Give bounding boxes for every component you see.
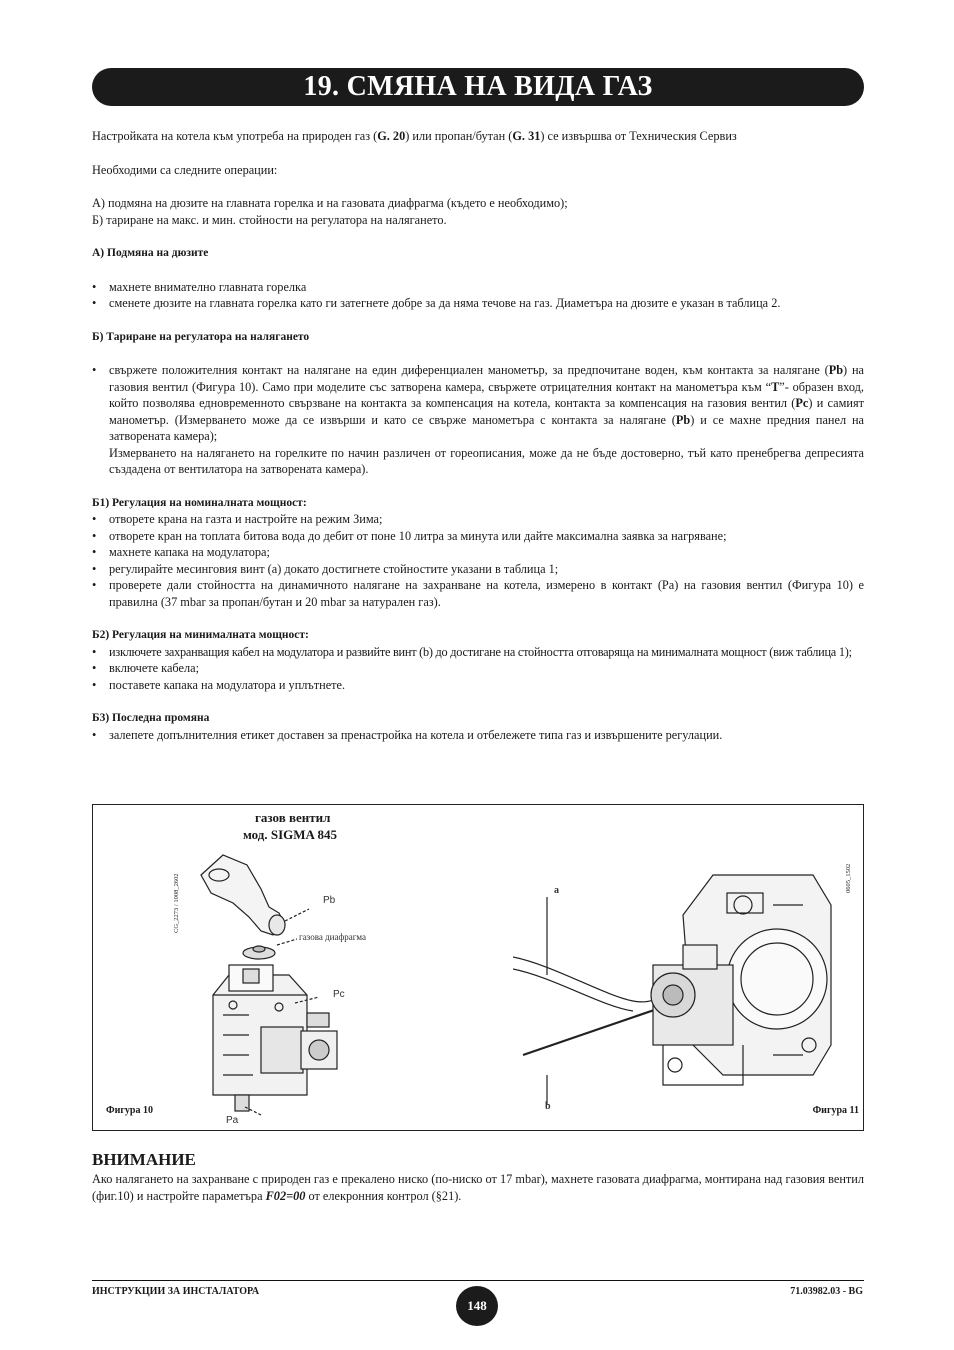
pc-label: Pc <box>795 396 809 410</box>
list-item: • проверете дали стойността на динамичното налягане на захранване на котела, измерено в контакт (Pa) на газовия вентил (Фигура 10) е правилна (37 mbar за пропан/бутан и 20 mbar за натурален газ). <box>92 577 864 610</box>
warning-text-1: Ако налягането на захранване с природен газ е прекалено ниско (по-ниско от 17 mbar), махнете газовата диафрагма, монтирана над газовия вентил (фиг.10) и настройте параметъра <box>92 1172 864 1203</box>
warning-text-2: от елекронния контрол (§21). <box>305 1189 462 1203</box>
label-pb: Pb <box>323 895 336 906</box>
gas-valve-drawing <box>189 845 469 1125</box>
list-item: • поставете капака на модулатора и уплътнете. <box>92 677 864 694</box>
op-a: А) подмяна на дюзите на главната горелка и на газовата диафрагма (където е необходимо); <box>92 196 568 210</box>
b-text-1: свържете положителния контакт на налягане на един диференциален манометър, за предпочитане воден, към контакта за налягане ( <box>109 363 829 377</box>
list-item: • регулирайте месинговия винт (а) докато достигнете стойностите указани в таблица 1; <box>92 561 864 578</box>
b-text-4: ) и самият манометър. (Измерването може да се извърши и като се свърже манометъра с контакта за налягане ( <box>109 396 864 427</box>
page-title: 19. СМЯНА НА ВИДА ГАЗ <box>303 71 653 102</box>
figure-10-caption: Фигура 10 <box>106 1105 153 1116</box>
g31-code: G. 31 <box>512 129 541 143</box>
pb-label-2: Pb <box>675 412 691 427</box>
t-label: T <box>771 379 780 394</box>
section-b3-list <box>92 727 864 744</box>
pb-label: Pb <box>828 363 844 377</box>
figure-11-code: 0605_1502 <box>845 863 852 893</box>
b-text-5: ) и се махне предния панел на затворената камера); <box>109 412 864 443</box>
warning-title: ВНИМАНИЕ <box>92 1150 196 1169</box>
main-content <box>92 128 864 743</box>
intro-text-1: Настройката на котела към употреба на природен газ ( <box>92 129 378 143</box>
figure-box <box>92 804 864 1131</box>
section-b1-list <box>92 511 864 610</box>
list-item: • отворете крана на газта и настройте на режим Зима; <box>92 511 864 528</box>
ops-intro: Необходими са следните операции: <box>92 162 278 177</box>
list-item <box>92 362 864 445</box>
title-bar <box>92 68 864 106</box>
section-a-heading: А) Подмяна на дюзите <box>92 247 209 259</box>
label-gas-diaphragm: газова диафрагма <box>299 932 366 942</box>
section-b-list <box>92 362 864 445</box>
footer-divider <box>92 1280 864 1281</box>
figure-title <box>243 809 337 843</box>
op-b: Б) тариране на макс. и мин. стойности на регулатора на налягането. <box>92 212 447 227</box>
list-item: • махнете внимателно главната горелка <box>92 279 864 296</box>
b-text-2: ) на газовия вентил (Фигура 10). Само при моделите със затворена камера, свържете отрицателния контакт на манометъра към “ <box>109 363 864 394</box>
section-a-list <box>92 279 864 312</box>
section-b-note: Измерването на налягането на горелките по начин различен от гореописания, може да не бъде достоверно, тъй като пренебрегва депресията създадена от вентилатора на затворената камера). <box>109 445 864 476</box>
footer-left: ИНСТРУКЦИИ ЗА ИНСТАЛАТОРА <box>92 1286 260 1297</box>
label-b: b <box>545 1101 551 1112</box>
figure-title-line-2: мод. SIGMA 845 <box>243 827 337 842</box>
list-item: • махнете капака на модулатора; <box>92 544 864 561</box>
list-item: • залепете допълнителния етикет доставен за пренастройка на котела и отбележете типа газ и извършените регулации. <box>92 727 864 744</box>
figure-11-caption: Фигура 11 <box>812 1105 859 1116</box>
label-a: a <box>554 885 559 896</box>
list-item: • изключете захранващия кабел на модулатора и развийте винт (b) до достигане на стойността отговаряща на минималната мощност (виж таблица 1); <box>92 644 864 661</box>
list-item: • отворете кран на топлата битова вода до дебит от поне 10 литра за минута или дайте максимална заявка за нагряване; <box>92 528 864 545</box>
figure-title-line-1: газов вентил <box>255 810 331 825</box>
footer-right: 71.03982.03 - BG <box>790 1286 863 1297</box>
section-b-heading: Б) Тариране на регулатора на налягането <box>92 330 310 343</box>
g20-code: G. 20 <box>377 129 406 143</box>
label-pa: Pa <box>226 1115 239 1126</box>
section-b1-heading: Б1) Регулация на номиналната мощност: <box>92 496 307 509</box>
section-b2-heading: Б2) Регулация на минималната мощност: <box>92 629 309 641</box>
list-item: • сменете дюзите на главната горелка като ги затегнете добре за да няма течове на газ. Диаметъра на дюзите е указан в таблица 2. <box>92 295 864 312</box>
figure-10-code: CG_2273 / 1008_2602 <box>173 873 180 933</box>
parameter-code: F02=00 <box>265 1189 306 1203</box>
modulator-drawing <box>513 845 833 1105</box>
intro-text-3: ) се извършва от Техническия Сервиз <box>540 129 737 143</box>
list-item: • включете кабела; <box>92 660 864 677</box>
intro-text-2: ) или пропан/бутан ( <box>405 129 513 143</box>
page-number: 148 <box>456 1286 498 1326</box>
intro-paragraph <box>92 128 864 145</box>
section-b3-heading: Б3) Последна промяна <box>92 712 210 724</box>
b-text-3: ”- образен вход, който позволява едновременното свързване на контакта за компенсация на котела, контакта за компенсация на газовия вентил ( <box>109 379 864 410</box>
label-pc: Pc <box>333 989 345 1000</box>
section-b2-list <box>92 644 864 694</box>
warning-text <box>92 1171 864 1205</box>
